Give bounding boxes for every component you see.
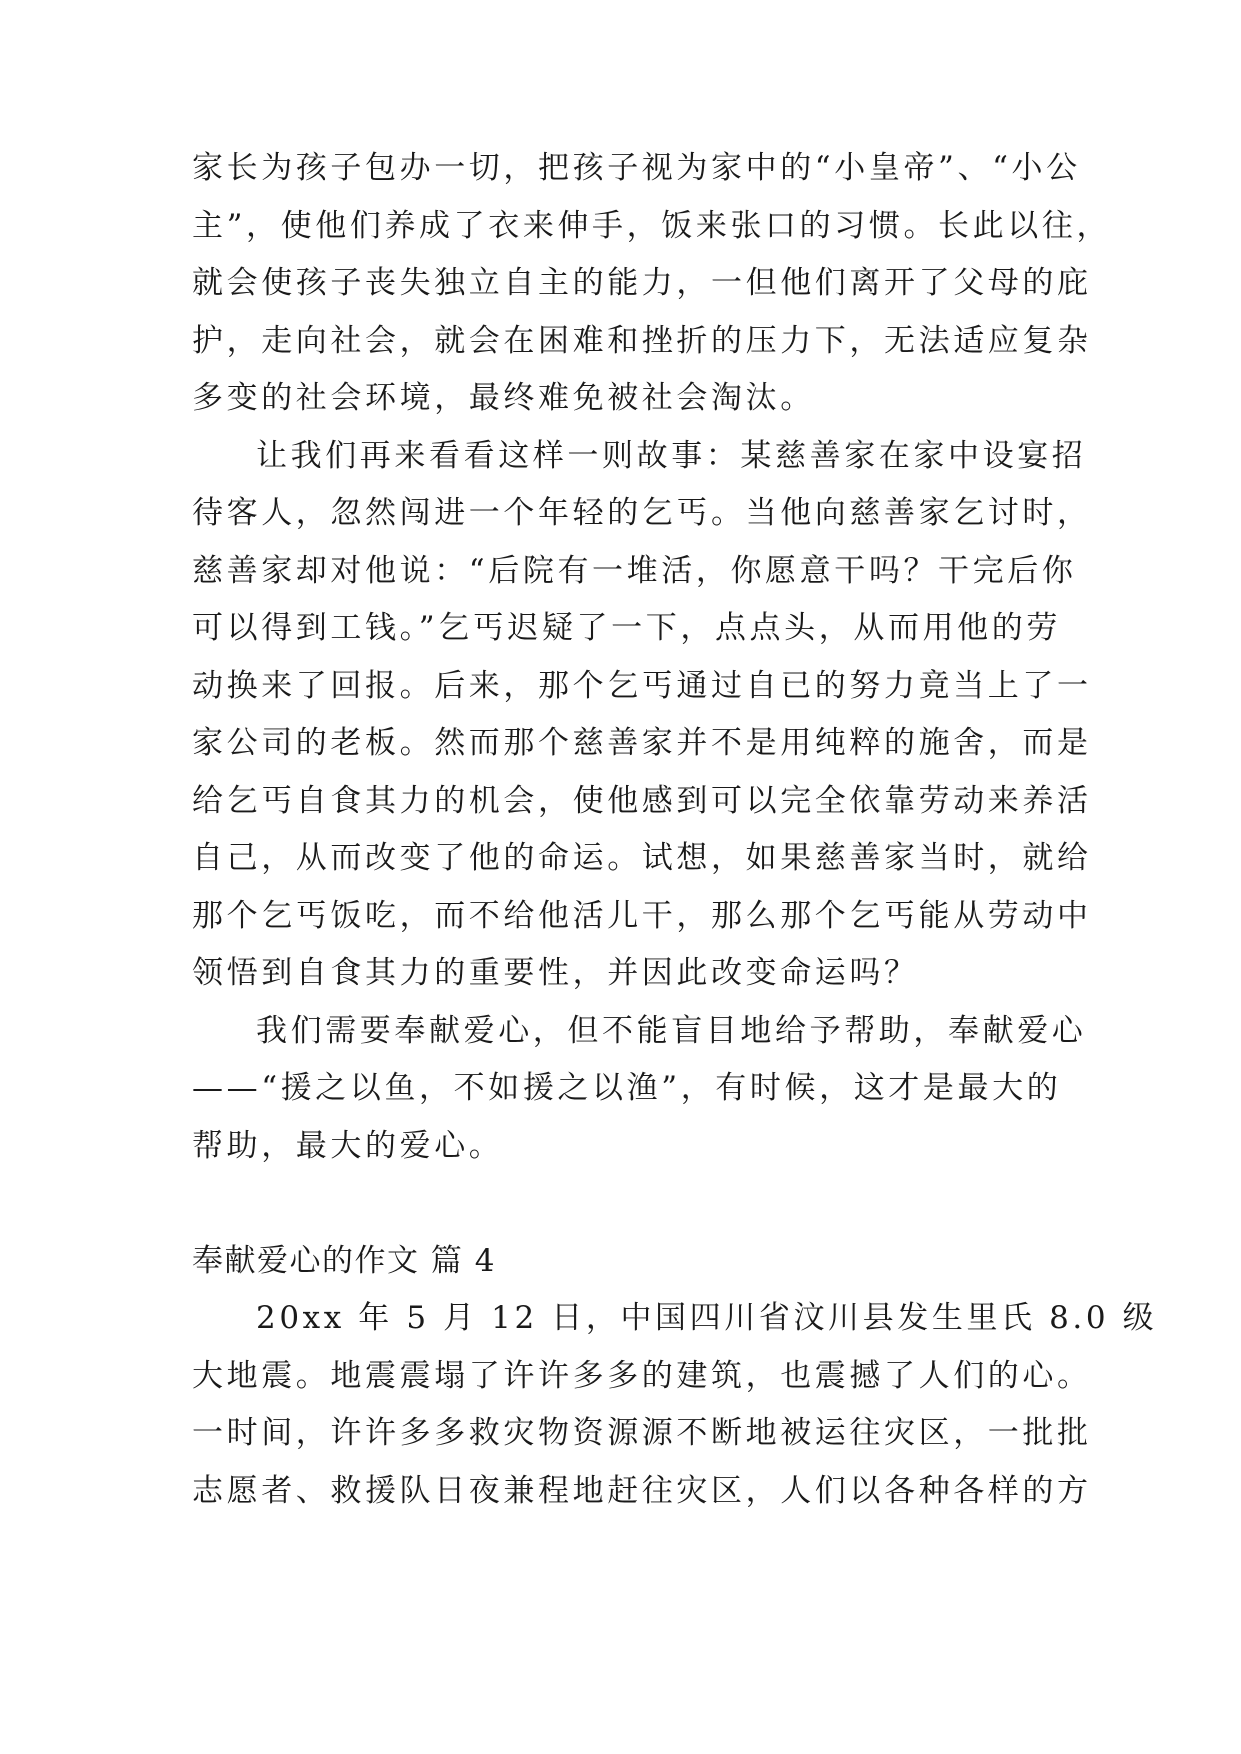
text-line: 20xx 年 5 月 12 日，中国四川省汶川县发生里氏 8.0 级	[256, 1300, 1158, 1336]
paragraph	[192, 1290, 1158, 1520]
text-line: 动换来了回报。后来，那个乞丐通过自已的努力竟当上了一	[192, 667, 1092, 704]
text-line: 那个乞丐饭吃，而不给他活儿干，那么那个乞丐能从劳动中	[192, 897, 1092, 934]
text-line: 大地震。地震震塌了许许多多的建筑，也震撼了人们的心。	[192, 1357, 1092, 1394]
paragraph	[192, 1003, 1087, 1176]
text-line: 帮助，最大的爱心。	[192, 1127, 504, 1164]
text-line: 家长为孩子包办一切，把孩子视为家中的“小皇帝”、“小公	[192, 150, 1081, 186]
text-line: 志愿者、救援队日夜兼程地赶往灾区，人们以各种各样的方	[192, 1472, 1092, 1509]
section-heading: 奉献爱心的作文 篇 4	[192, 1242, 496, 1279]
text-line: 待客人，忽然闯进一个年轻的乞丐。当他向慈善家乞讨时，	[192, 495, 1092, 531]
text-line: 可以得到工钱。”乞丐迟疑了一下，点点头，从而用他的劳	[192, 610, 1061, 646]
text-line: 家公司的老板。然而那个慈善家并不是用纯粹的施舍，而是	[192, 725, 1092, 761]
paragraph	[192, 140, 1112, 428]
text-line: 自己，从而改变了他的命运。试想，如果慈善家当时，就给	[192, 840, 1092, 876]
text-line: 就会使孩子丧失独立自主的能力，一但他们离开了父母的庇	[192, 265, 1092, 301]
text-line: 一时间，许许多多救灾物资源源不断地被运往灾区，一批批	[192, 1415, 1092, 1451]
text-line: 慈善家却对他说：“后院有一堆活，你愿意干吗？干完后你	[192, 552, 1077, 589]
text-line: 护，走向社会，就会在困难和挫折的压力下，无法适应复杂	[192, 322, 1092, 359]
text-line: ——“援之以鱼，不如援之以渔”，有时候，这才是最大的	[192, 1070, 1062, 1106]
text-line: 主”，使他们养成了衣来伸手，饭来张口的习惯。长此以往，	[192, 207, 1112, 244]
paragraph	[192, 428, 1092, 1003]
text-line: 让我们再来看看这样一则故事：某慈善家在家中设宴招	[256, 437, 1087, 474]
document-body	[192, 140, 1158, 1520]
text-line: 领悟到自食其力的重要性，并因此改变命运吗？	[192, 955, 919, 991]
paragraph-spacer	[192, 1175, 1062, 1233]
text-line: 给乞丐自食其力的机会，使他感到可以完全依靠劳动来养活	[192, 782, 1092, 819]
text-line: 多变的社会环境，最终难免被社会淘汰。	[192, 380, 815, 416]
text-line: 我们需要奉献爱心，但不能盲目地给予帮助，奉献爱心	[256, 1012, 1087, 1049]
